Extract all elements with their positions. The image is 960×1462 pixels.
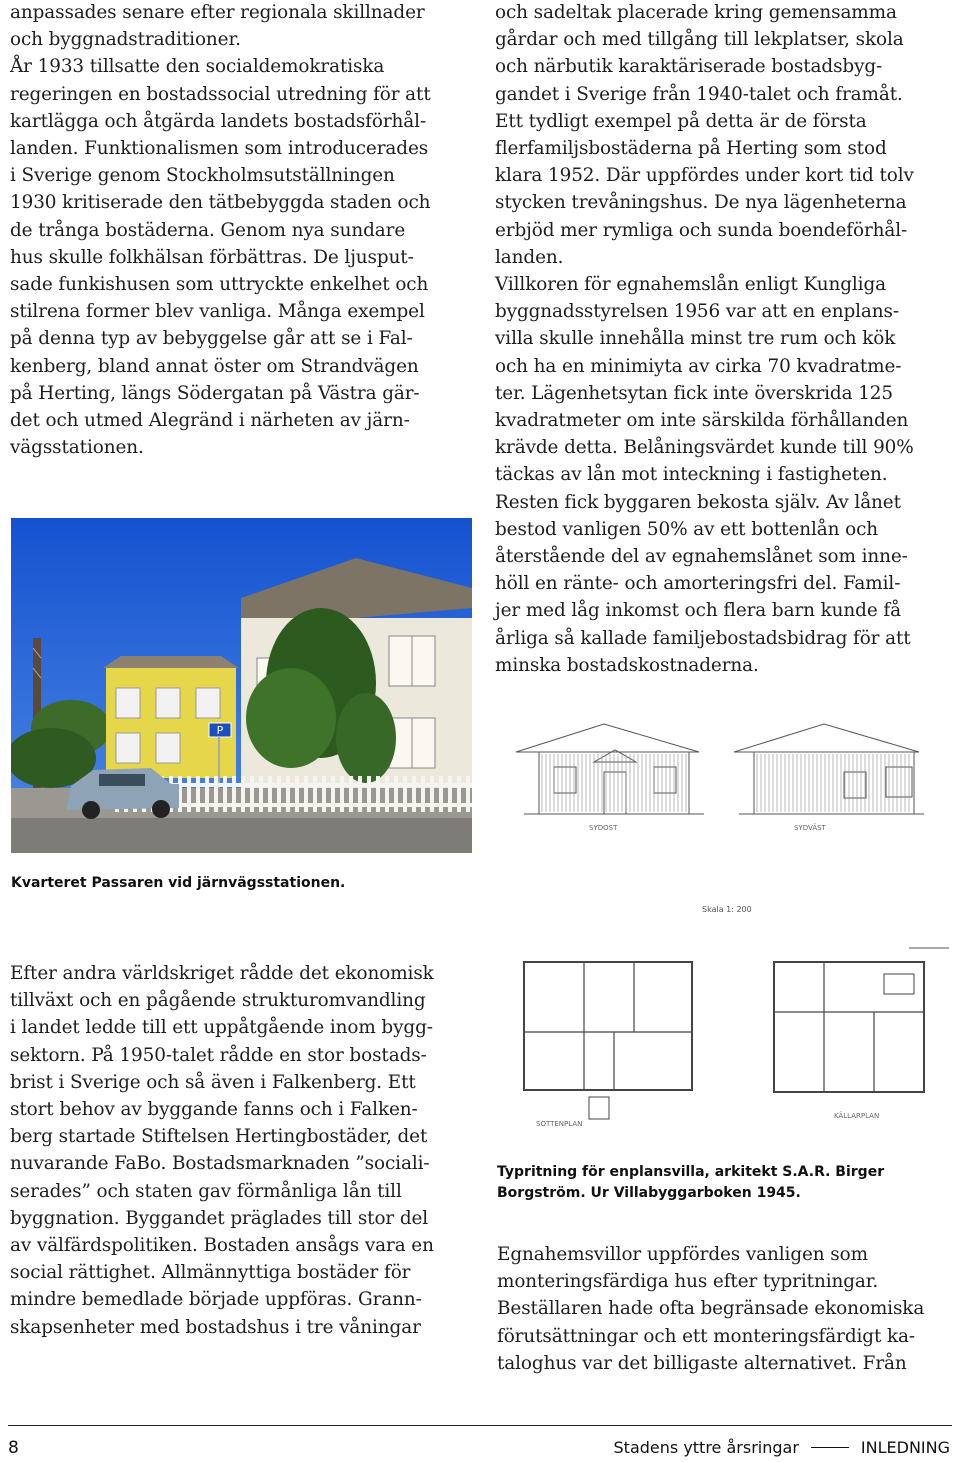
running-title: Stadens yttre årsringar (613, 1438, 799, 1457)
drawing-caption (497, 1162, 957, 1204)
svg-text:P: P (216, 724, 224, 737)
drawing-caption-text: Typritning för enplansvilla, arkitekt S.A.R. Birger Borgström. Ur Villabyggarboken 1945. (497, 1164, 885, 1201)
right-column-bottom-text: Egnahemsvillor uppfördes vanligen som monteringsfärdiga hus efter typritningar. Beställaren hade ofta begränsade ekonomiska förutsättningar och ett monteringsfärdigt ka- taloghus var det billigaste alternativet. Från (497, 1244, 925, 1374)
footer-dash (811, 1447, 849, 1449)
footer-rule (8, 1425, 952, 1426)
drawing-label-plan-right: KÄLLARPLAN (834, 1112, 880, 1120)
street-photo (11, 518, 472, 853)
left-column-bottom-text: Efter andra världskriget rådde det ekonomisk tillväxt och en pågående strukturomvandling i landet ledde till ett uppåtgående inom bygg- sektorn. På 1950-talet rådde en stor bostads- brist i Sverige och så även i Falkenberg. Ett stort behov av byggande fanns och i Falken- berg startade Stiftelsen Hertingbostäder, det nuvarande FaBo. Bostadsmarknaden ”sociali- serades” och staten gav förmånliga lån till byggnation. Byggandet präglades till stor del av välfärdspolitiken. Bostaden ansågs vara en social rättighet. Allmännyttiga bostäder för mindre bemedlade började uppföras. Grann- skapsenheter med bostadshus i tre våningar (10, 963, 434, 1338)
footer-running-head (614, 1438, 950, 1457)
section-title: INLEDNING (860, 1438, 950, 1457)
page-number: 8 (8, 1438, 19, 1458)
drawing-label-plan-left: SOTTENPLAN (536, 1120, 583, 1128)
drawing-scale: Skala 1: 200 (702, 905, 752, 914)
drawing-label-elev-right: SYDVÄST (794, 824, 826, 832)
photo-caption: Kvarteret Passaren vid järnvägsstationen. (11, 875, 346, 891)
house-drawing (494, 712, 960, 1154)
drawing-label-elev-left: SYDOST (589, 824, 618, 832)
right-column-top-text: och sadeltak placerade kring gemensamma gårdar och med tillgång till lekplatser, skola och närbutik karaktäriserade bostadsbyg- gandet i Sverige från 1940-talet och framåt. Ett tydligt exempel på detta är de första flerfamiljsbostäderna på Herting som stod klara 1952. Där uppfördes under kort tid tolv stycken trevåningshus. De nya lägenheterna erbjöd mer rymliga och sunda boendeförhål- landen. Villkoren för egnahemslån enligt Kungliga byggnadsstyrelsen 1956 var att en enplans- villa skulle innehålla minst tre rum och kök och ha en minimiyta av cirka 70 kvadratme- ter. Lägenhetsytan fick inte överskrida 125 kvadratmeter om inte särskilda förhållanden krävde detta. Belåningsvärdet kunde till 90% täckas av lån mot inteckning i fastigheten. Resten fick byggaren bekosta själv. Av lånet bestod vanligen 50% av ett bottenlån och återstående del av egnahemslånet som inne- höll en ränte- och amorteringsfri del. Famil- jer med låg inkomst och flera barn kunde få årliga så kallade familjebostadsbidrag för att minska bostadskostnaderna. (495, 2, 914, 676)
left-column-top-text: anpassades senare efter regionala skillnader och byggnadstraditioner. År 1933 tillsatte den socialdemokratiska regeringen en bostadssocial utredning för att kartlägga och åtgärda landets bostadsförhål- landen. Funktionalismen som introducerades i Sverige genom Stockholmsutställningen 1930 kritiserade den tätbebyggda staden och de trånga bostäderna. Genom nya sundare hus skulle folkhälsan förbättras. De ljusput- sade funkishusen som uttryckte enkelhet och stilrena former blev vanliga. Många exempel på denna typ av bebyggelse går att se i Fal- kenberg, bland annat öster om Strandvägen på Herting, längs Södergatan på Västra gär- det och utmed Alegränd i närheten av järn- vägsstationen. (10, 2, 431, 459)
